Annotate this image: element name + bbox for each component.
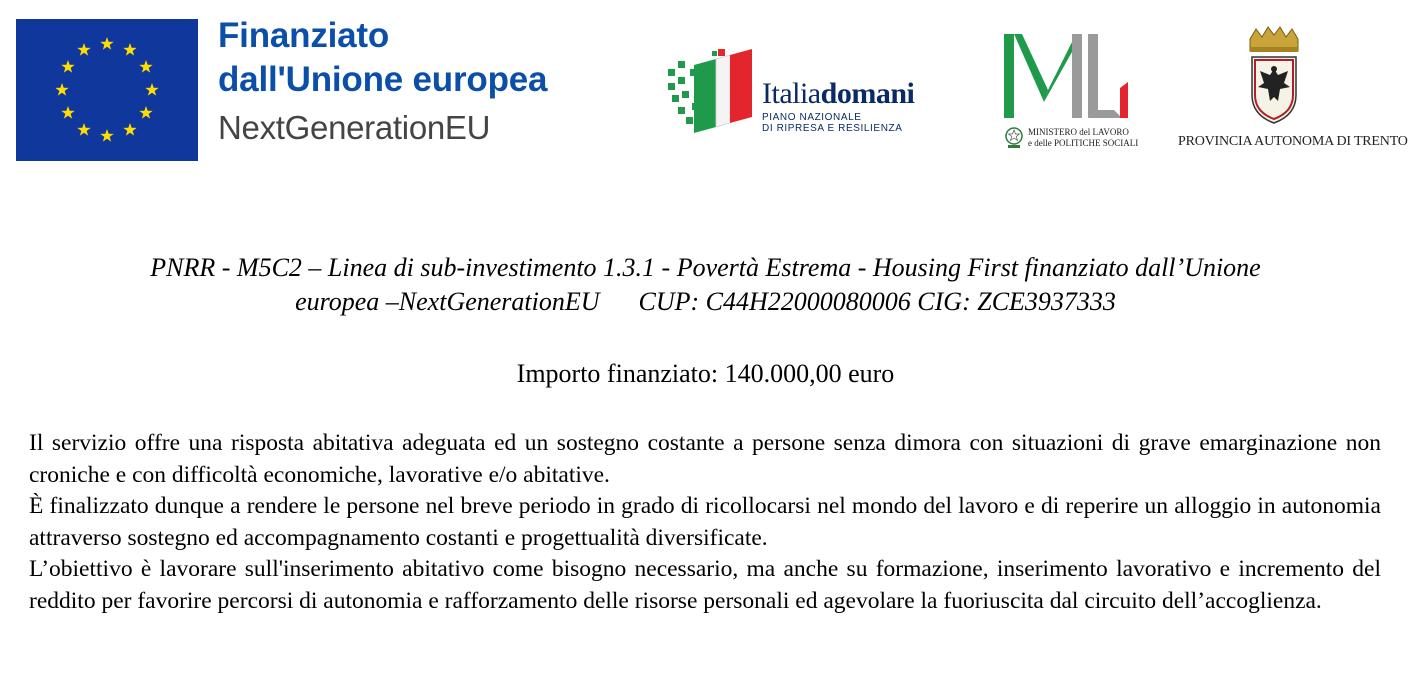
ministero-ml-logo-icon	[1002, 30, 1130, 124]
pnrr-line1: PNRR - M5C2 – Linea di sub-investimento 1.3.1 - Povertà Estrema - Housing First finanziato dall’Unione	[150, 253, 1261, 282]
eu-line-financed: Finanziato	[218, 16, 390, 55]
ministero-label	[1028, 127, 1138, 149]
description-paragraph: È finalizzato dunque a rendere le persone nel breve periodo in grado di ricollocarsi nel mondo del lavoro e di reperire un alloggio in autonomia attraverso sostegno ed accompagnamento costanti e progettualità diversificate.	[29, 493, 1381, 551]
logo-bar	[0, 0, 1411, 200]
italian-republic-emblem-icon	[1004, 124, 1024, 150]
description-paragraph: Il servizio offre una risposta abitativa adeguata ed un sostegno costante a persone senza dimora con situazioni di grave emarginazione non croniche e con difficoltà economiche, lavorative e/o abitative.	[29, 430, 1381, 488]
eu-flag-icon	[16, 19, 198, 161]
italiadomani-sub-line1: PIANO NAZIONALE	[762, 112, 862, 123]
importo-finanziato: Importo finanziato: 140.000,00 euro	[516, 359, 895, 388]
service-description	[29, 428, 1381, 618]
description-paragraph: L’obiettivo è lavorare sull'inserimento abitativo come bisogno necessario, ma anche su formazione, inserimento lavorativo e incremento del reddito per favorire percorsi di autonomia e rafforzamento delle risorse personali ed agevolare la fuoriuscita dal circuito dell’accoglienza.	[29, 556, 1381, 614]
provincia-trento-label: PROVINCIA AUTONOMA DI TRENTO	[1178, 134, 1408, 149]
pnrr-reference	[20, 251, 1391, 319]
italiadomani-logo-icon	[664, 47, 756, 139]
eu-funding-text	[218, 14, 547, 150]
eu-line-nextgen: NextGenerationEU	[218, 109, 491, 146]
italiadomani-name-bold: domani	[820, 77, 915, 110]
ministero-line1: MINISTERO del LAVORO	[1028, 127, 1129, 137]
italiadomani-name-light: Italia	[762, 77, 821, 110]
eu-line-union: dall'Unione europea	[218, 60, 548, 99]
italiadomani-text	[762, 78, 914, 134]
italiadomani-name	[762, 78, 914, 110]
provincia-trento-crest-icon	[1244, 25, 1304, 125]
italiadomani-sub-line2: DI RIPRESA E RESILIENZA	[762, 123, 903, 134]
ministero-line2: e delle POLITICHE SOCIALI	[1028, 138, 1139, 148]
pnrr-line2: europea –NextGenerationEU CUP: C44H22000080006 CIG: ZCE3937333	[295, 287, 1116, 316]
